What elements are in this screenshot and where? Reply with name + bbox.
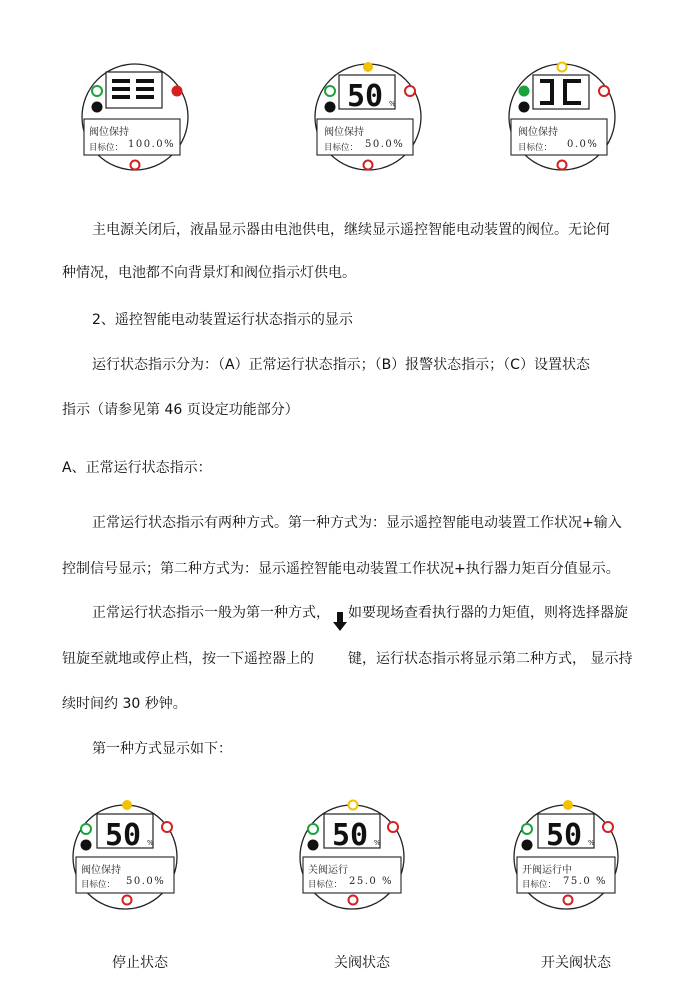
lcd-title: 阀位保持 [89, 127, 129, 138]
lcd-title: 关阀运行 [308, 865, 348, 876]
top-display-1 [80, 62, 190, 172]
paragraph-battery-line2: 种情况，电池都不向背景灯和阀位指示灯供电。 [62, 265, 356, 281]
lcd-unit: % [389, 100, 396, 108]
bottom-display-closing [297, 800, 407, 910]
caption-opening: 开关阀状态 [541, 955, 611, 971]
paragraph-status-types-line1: 运行状态指示分为：（A）正常运行状态指示；（B）报警状态指示；（C）设置状态 [92, 357, 590, 373]
lcd-target-label: 目标位： [308, 880, 343, 890]
section-heading-2: 2、遥控智能电动装置运行状态指示的显示 [92, 312, 353, 328]
lcd-digits: 50 [105, 818, 142, 853]
lcd-digits: 50 [546, 818, 583, 853]
lcd-title: 阀位保持 [324, 127, 364, 138]
paragraph-mode-switch-line1b: 如要现场查看执行器的力矩值，则将选择器旋 [348, 605, 628, 621]
paragraph-battery-line1: 主电源关闭后，液晶显示器由电池供电，继续显示遥控智能电动装置的阀位。无论何 [92, 222, 610, 238]
lcd-target-value: 25.0 % [349, 876, 393, 887]
top-display-3 [507, 62, 617, 172]
lcd-unit: % [147, 839, 154, 847]
lcd-target-value: 0.0% [567, 139, 599, 150]
lcd-target-label: 目标位： [89, 143, 124, 153]
lcd-target-label: 目标位： [522, 880, 557, 890]
paragraph-modes-line2: 控制信号显示；第二种方式为：显示遥控智能电动装置工作状况+执行器力矩百分值显示。 [62, 561, 620, 577]
lcd-digits: 50 [332, 818, 369, 853]
lcd-target-value: 100.0% [128, 139, 176, 150]
lcd-target-label: 目标位： [324, 143, 359, 153]
top-display-2 [313, 62, 423, 172]
lcd-unit: % [588, 839, 595, 847]
paragraph-mode-switch-line1a: 正常运行状态指示一般为第一种方式， [92, 605, 330, 621]
down-arrow-icon [333, 612, 347, 632]
lcd-target-value: 75.0 % [563, 876, 607, 887]
lcd-target-label: 目标位： [518, 143, 553, 153]
paragraph-first-mode-intro: 第一种方式显示如下： [92, 741, 232, 757]
lcd-unit: % [374, 839, 381, 847]
paragraph-status-types-line2: 指示（请参见第 46 页设定功能部分） [62, 402, 299, 418]
lcd-title: 阀位保持 [81, 865, 121, 876]
caption-stop: 停止状态 [112, 955, 168, 971]
lcd-title: 阀位保持 [518, 127, 558, 138]
section-heading-a: A、正常运行状态指示： [62, 460, 212, 476]
bottom-display-stop [70, 800, 180, 910]
lcd-target-value: 50.0% [126, 876, 166, 887]
paragraph-mode-switch-line2b: 键，运行状态指示将显示第二种方式， 显示持 [348, 651, 633, 667]
caption-closing: 关阀状态 [334, 955, 390, 971]
paragraph-mode-switch-line2: 钮旋至就地或停止档，按一下遥控器上的 [62, 651, 314, 667]
lcd-target-value: 50.0% [365, 139, 405, 150]
lcd-title: 开阀运行中 [522, 865, 572, 876]
paragraph-mode-switch-line3: 续时间约 30 秒钟。 [62, 696, 187, 712]
lcd-target-label: 目标位： [81, 880, 116, 890]
paragraph-modes-line1: 正常运行状态指示有两种方式。第一种方式为：显示遥控智能电动装置工作状况+输入 [92, 515, 622, 531]
bottom-display-opening [511, 800, 621, 910]
lcd-digits: 50 [347, 79, 384, 114]
